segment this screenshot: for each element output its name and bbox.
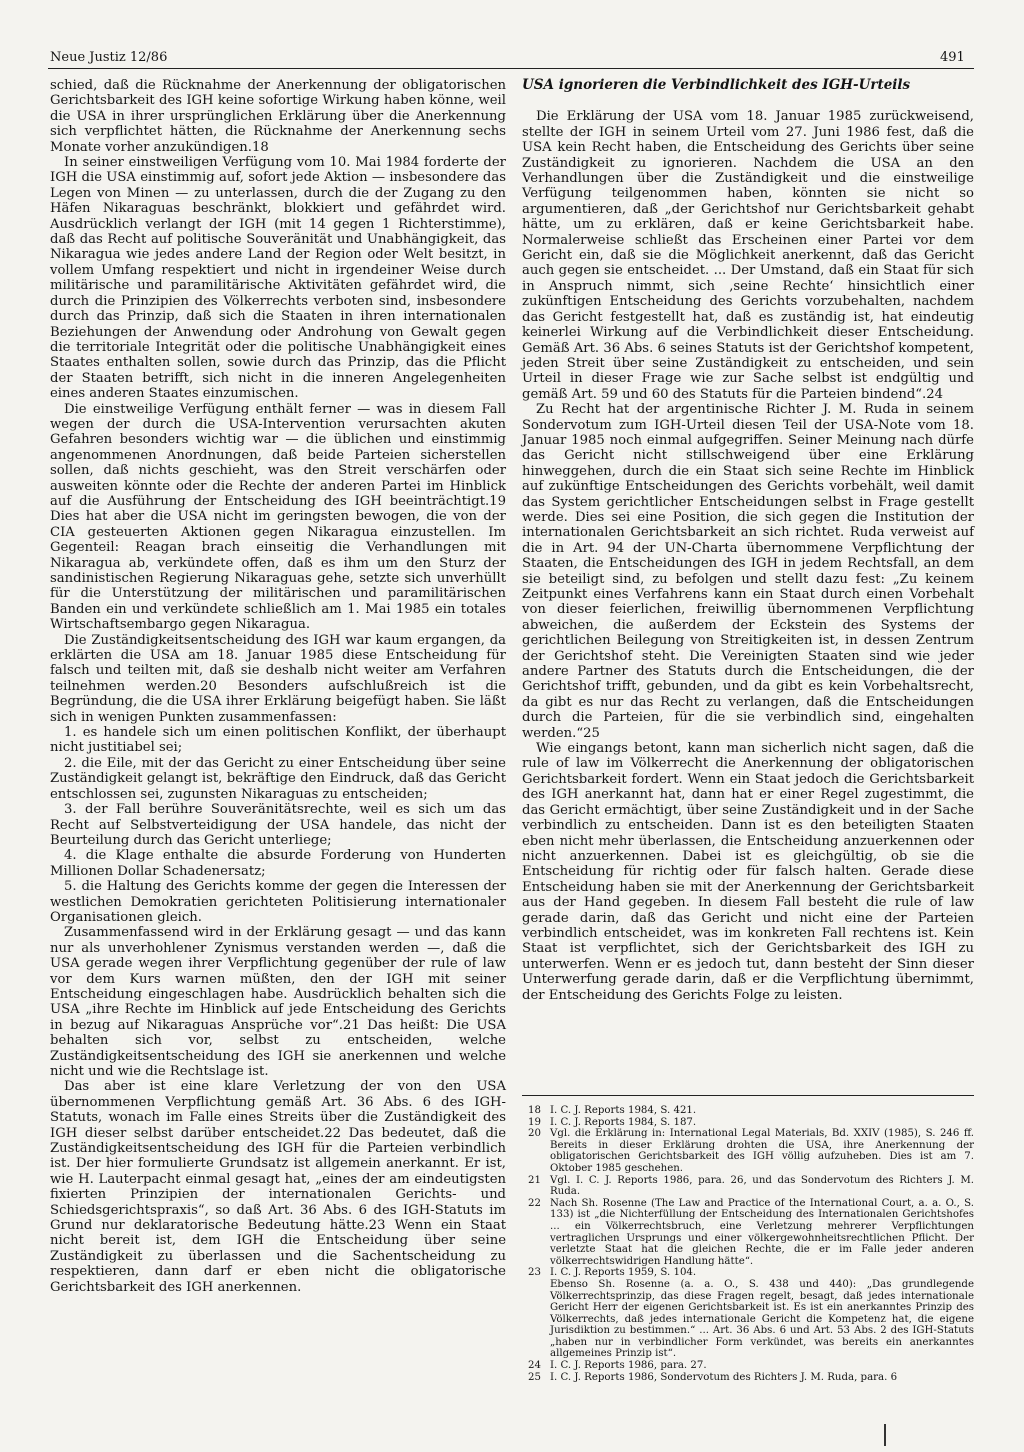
paragraph: schied, daß die Rücknahme der Anerkennung der obligatorischen Gerichtsbarkeit des IGH keine sofortige Wirkung haben könne, weil die USA in ihrer ursprünglichen Erklärung über die Anerkennung sich verpflichtet hätten, die Rücknahme der Anerkennung sechs Monate vorher anzukündigen.18 (50, 78, 506, 155)
section-heading: USA ignorieren die Verbindlichkeit des IGH-Urteils (522, 77, 911, 93)
footnote-rule (522, 1095, 974, 1096)
footnote (528, 1267, 974, 1279)
footnote (528, 1279, 974, 1360)
list-item: 5. die Haltung des Gerichts komme der gegen die Interessen der westlichen Demokratien gerichteten Politisierung internationaler Organisationen gleich. (50, 879, 506, 925)
footnote (528, 1198, 974, 1268)
footnote-number: 20 (528, 1128, 541, 1140)
paragraph: Die einstweilige Verfügung enthält ferner — was in diesem Fall wegen der durch die USA-Intervention verursachten akuten Gefahren besonders wichtig war — die üblichen und einstimmig angenommenen Anordnungen, daß beide Parteien sicherstellen sollen, daß nichts geschieht, was den Streit verschärfen oder ausweiten könnte oder die Rechte der anderen Partei im Hinblick auf die Ausführung der Entscheidung des IGH beeinträchtigt.19 Dies hat aber die USA nicht im geringsten bewogen, die von der CIA gesteuerten Aktionen gegen Nikaragua einzustellen. Im Gegenteil: Reagan brach einseitig die Verhandlungen mit Nikaragua ab, verkündete offen, daß es ihm um den Sturz der sandinistischen Regierung Nikaraguas gehe, setzte sich unverhüllt für die Unterstützung der militärischen und paramilitärischen Banden ein und verkündete schließlich am 1. Mai 1985 ein totales Wirtschaftsembargo gegen Nikaragua. (50, 401, 506, 633)
footnote-text: I. C. J. Reports 1984, S. 187. (550, 1116, 697, 1128)
list-item: 4. die Klage enthalte die absurde Forderung von Hunderten Millionen Dollar Schadenersatz; (50, 848, 506, 879)
left-column (50, 78, 506, 1295)
footnote-number: 21 (528, 1174, 541, 1186)
paragraph: Zusammenfassend wird in der Erklärung gesagt — und das kann nur als unverhohlener Zynismus verstanden werden —, daß die USA gerade wegen ihrer Verpflichtung gegenüber der rule of law vor dem Kurs warnen müßten, den der IGH mit seiner Entscheidung eingeschlagen habe. Ausdrücklich behalten sich die USA „ihre Rechte im Hinblick auf jede Entscheidung des Gerichts in bezug auf Nikaraguas Ansprüche vor“.21 Das heißt: Die USA behalten sich vor, selbst zu entscheiden, welche Zuständigkeitsentscheidung des IGH sie anerkennen und welche nicht und wie die Rechtslage ist. (50, 925, 506, 1079)
footnote (528, 1117, 974, 1129)
footnote (528, 1372, 974, 1384)
footnote (528, 1105, 974, 1117)
paragraph: Wie eingangs betont, kann man sicherlich nicht sagen, daß die rule of law im Völkerrecht die Anerkennung der obligatorischen Gerichtsbarkeit fordert. Wenn ein Staat jedoch die Gerichtsbarkeit des IGH anerkannt hat, dann hat er einer Regel zugestimmt, die das Gericht ermächtigt, über seine Zuständigkeit und in der Sache verbindlich zu entscheiden. Dann ist es den beteiligten Staaten eben nicht mehr überlassen, die Entscheidung anzuerkennen oder nicht anzuerkennen. Dabei ist es gleichgültig, ob sie die Entscheidung für richtig oder für falsch halten. Gerade diese Entscheidung haben sie mit der Anerkennung der Gerichtsbarkeit aus der Hand gegeben. In diesem Fall besteht die rule of law gerade darin, daß das Gericht und nicht eine der Parteien verbindlich entscheidet, was im konkreten Fall rechtens ist. Kein Staat ist verpflichtet, sich der Gerichtsbarkeit des IGH zu unterwerfen. Wenn er es jedoch tut, dann besteht der Sinn dieser Unterwerfung gerade darin, daß er die Verpflichtung übernimmt, der Entscheidung des Gerichts Folge zu leisten. (522, 741, 974, 1003)
footnote-number: 25 (528, 1371, 541, 1383)
footnote-number: 18 (528, 1105, 541, 1116)
paragraph: Zu Recht hat der argentinische Richter J. M. Ruda in seinem Sondervotum zum IGH-Urteil diesen Teil der USA-Note vom 18. Januar 1985 noch einmal aufgegriffen. Seiner Meinung nach dürfe das Gericht nicht stillschweigend über eine Erklärung hinweggehen, durch die ein Staat sich seine Rechte im Hinblick auf zukünftige Entscheidungen des Gerichts vorbehält, weil damit das System gerichtlicher Entscheidungen selbst in Frage gestellt werde. Dies sei eine Position, die sich gegen die Institution der internationalen Gerichtsbarkeit an sich richtet. Ruda verweist auf die in Art. 94 der UN-Charta übernommene Verpflichtung der Staaten, die Entscheidungen des IGH in jedem Rechtsfall, an dem sie beteiligt sind, zu befolgen und stellt dazu fest: „Zu keinem Zeitpunkt eines Verfahrens kann ein Staat durch einen Vorbehalt von dieser feierlichen, freiwillig übernommenen Verpflichtung abweichen, die außerdem der Eckstein des Systems der gerichtlichen Beilegung von Streitigkeiten ist, in dessen Zentrum der Gerichtshof steht. Die Vereinigten Staaten sind wie jeder andere Partner des Statuts durch die Entscheidungen, die der Gerichtshof trifft, gebunden, und da gibt es kein Vorbehaltsrecht, da gibt es nur das Recht zu verlangen, daß die Entscheidungen durch die Parteien, für die sie verbindlich sind, eingehalten werden.“25 (522, 402, 974, 741)
footnote-number: 22 (528, 1197, 541, 1209)
footnote-number (528, 1279, 550, 1360)
header-rule (48, 68, 974, 69)
list-item: 3. der Fall berühre Souveränitätsrechte, weil es sich um das Recht auf Selbstverteidigung der USA handele, das nicht der Beurteilung durch das Gericht unterliege; (50, 802, 506, 848)
footnote-text: Nach Sh. Rosenne (The Law and Practice of the International Court, a. a. O., S. 133) ist „die Nichterfüllung der Entscheidung des Internationalen Gerichtshofes ... ein Völkerrechtsbruch, eine Verletzung mehrerer Verpflichtungen vertraglichen Ursprungs und einer völkergewohnheitsrechtlichen Pflicht. Der verletzte Staat hat die gleichen Rechte, die er im Falle jeder anderen völkerrechtswidrigen Handlung hätte“. (550, 1197, 974, 1267)
footnote-text: Vgl. die Erklärung in: International Legal Materials, Bd. XXIV (1985), S. 246 ff. Bereits in dieser Erklärung drohten die USA, ihre Anerkennung der obligatorischen Gerichtsbarkeit des IGH völlig aufzuheben. Dies ist am 7. Oktober 1985 geschehen. (550, 1128, 974, 1174)
footnote-text: I. C. J. Reports 1986, para. 27. (550, 1360, 707, 1372)
paragraph: Die Erklärung der USA vom 18. Januar 1985 zurückweisend, stellte der IGH in seinem Urteil vom 27. Juni 1986 fest, daß die USA kein Recht haben, die Entscheidung des Gerichts über seine Zuständigkeit zu ignorieren. Nachdem die USA an den Verhandlungen über die Zuständigkeit und die einstweilige Verfügung teilgenommen haben, könnten sie nicht so argumentieren, daß „der Gerichtshof nur Gerichtsbarkeit gehabt hätte, um zu erklären, daß er keine Gerichtsbarkeit habe. Normalerweise schließt das Erscheinen einer Partei vor dem Gericht ein, daß sie die Möglichkeit anerkennt, daß das Gericht auch gegen sie entscheidet. ... Der Umstand, daß ein Staat für sich in Anspruch nimmt, sich ‚seine Rechte‘ hinsichtlich einer zukünftigen Entscheidung des Gerichts vorzubehalten, nachdem das Gericht festgestellt hat, daß es zuständig ist, hat eindeutig keinerlei Wirkung auf die Verbindlichkeit dieser Entscheidung. Gemäß Art. 36 Abs. 6 seines Statuts ist der Gerichtshof kompetent, jeden Streit über seine Zuständigkeit zu entscheiden, und sein Urteil in dieser Frage wie zur Sache selbst ist endgültig und gemäß Art. 59 und 60 des Statuts für die Parteien bindend“.24 (522, 109, 974, 402)
footnote-text: I. C. J. Reports 1986, Sondervotum des Richters J. M. Ruda, para. 6 (550, 1371, 898, 1383)
footnote-text: Ebenso Sh. Rosenne (a. a. O., S. 438 und 440): „Das grundlegende Völkerrechtsprinzip, das diese Fragen regelt, besagt, daß jedes internationale Gericht Herr der eigenen Gerichtsbarkeit ist. Es ist ein anerkanntes Prinzip des Völkerrechts, daß jedes internationale Gericht die Kompetenz hat, die eigene Jurisdiktion zu bestimmen.“ ... Art. 36 Abs. 6 und Art. 53 Abs. 2 des IGH-Statuts „haben nur in verbindlicher Form verkündet, was bereits ein anerkanntes allgemeines Prinzip ist“. (550, 1278, 974, 1360)
paragraph: Die Zuständigkeitsentscheidung des IGH war kaum ergangen, da erklärten die USA am 18. Januar 1985 diese Entscheidung für falsch und teilten mit, daß sie deshalb nicht weiter am Verfahren teilnehmen werden.20 Besonders aufschlußreich ist die Begründung, die die USA ihrer Erklärung beigefügt haben. Sie läßt sich in wenigen Punkten zusammenfassen: (50, 632, 506, 725)
paragraph: In seiner einstweiligen Verfügung vom 10. Mai 1984 forderte der IGH die USA einstimmig auf, sofort jede Aktion — insbesondere das Legen von Minen — zu unterlassen, durch die der Zugang zu den Häfen Nikaraguas beschränkt, blokkiert und gefährdet wird. Ausdrücklich verlangt der IGH (mit 14 gegen 1 Richterstimme), daß das Recht auf politische Souveränität und Unabhängigkeit, das Nikaragua wie jedes andere Land der Region oder Welt besitzt, in vollem Umfang respektiert und nicht in irgendeiner Weise durch militärische und paramilitärische Aktivitäten gefährdet wird, die durch die Prinzipien des Völkerrechts verboten sind, insbesondere durch das Prinzip, daß sich die Staaten in ihren internationalen Beziehungen der Anwendung oder Androhung von Gewalt gegen die territoriale Integrität oder die politische Unabhängigkeit eines Staates enthalten sollen, sowie durch das Prinzip, das die Pflicht der Staaten betrifft, sich nicht in die inneren Angelegenheiten eines anderen Staates einzumischen. (50, 155, 506, 402)
footnote (528, 1360, 974, 1372)
footnote-number: 23 (528, 1267, 541, 1279)
footnote-text: I. C. J. Reports 1984, S. 421. (550, 1105, 697, 1116)
footnote (528, 1128, 974, 1174)
list-item: 1. es handele sich um einen politischen Konflikt, der überhaupt nicht justitiabel sei; (50, 725, 506, 756)
page-number: 491 (940, 50, 965, 65)
footnote-number: 19 (528, 1116, 541, 1128)
right-column (522, 78, 974, 1003)
footnote-text: I. C. J. Reports 1959, S. 104. (550, 1267, 697, 1279)
footnotes (528, 1105, 974, 1383)
list-item: 2. die Eile, mit der das Gericht zu einer Entscheidung über seine Zuständigkeit gelangt ist, bekräftige den Eindruck, daß das Gericht entschlossen sei, zugunsten Nikaraguas zu entscheiden; (50, 755, 506, 802)
footnote-number: 24 (528, 1360, 541, 1372)
journal-title: Neue Justiz 12/86 (50, 50, 168, 65)
paragraph: Das aber ist eine klare Verletzung der von den USA übernommenen Verpflichtung gemäß Art. 36 Abs. 6 des IGH-Statuts, wonach im Falle eines Streits über die Zuständigkeit des IGH dieser selbst darüber entscheidet.22 Das bedeutet, daß die Zuständigkeitsentscheidung des IGH für die Parteien verbindlich ist. Der hier formulierte Grundsatz ist allgemein anerkannt. Er ist, wie H. Lauterpacht einmal gesagt hat, „eines der am eindeutigsten fixierten Prinzipien der internationalen Gerichts- und Schiedsgerichtspraxis“, so daß Art. 36 Abs. 6 des IGH-Statuts im Grund nur deklaratorische Bedeutung hätte.23 Wenn ein Staat nicht bereit ist, dem IGH die Entscheidung über seine Zuständigkeit zu überlassen und die Sachentscheidung zu respektieren, dann darf er eben nicht die obligatorische Gerichtsbarkeit des IGH anerkennen. (50, 1079, 506, 1295)
scan-mark (884, 1424, 886, 1446)
footnote-text: Vgl. I. C. J. Reports 1986, para. 26, und das Sondervotum des Richters J. M. Ruda. (550, 1174, 974, 1198)
footnote (528, 1175, 974, 1198)
